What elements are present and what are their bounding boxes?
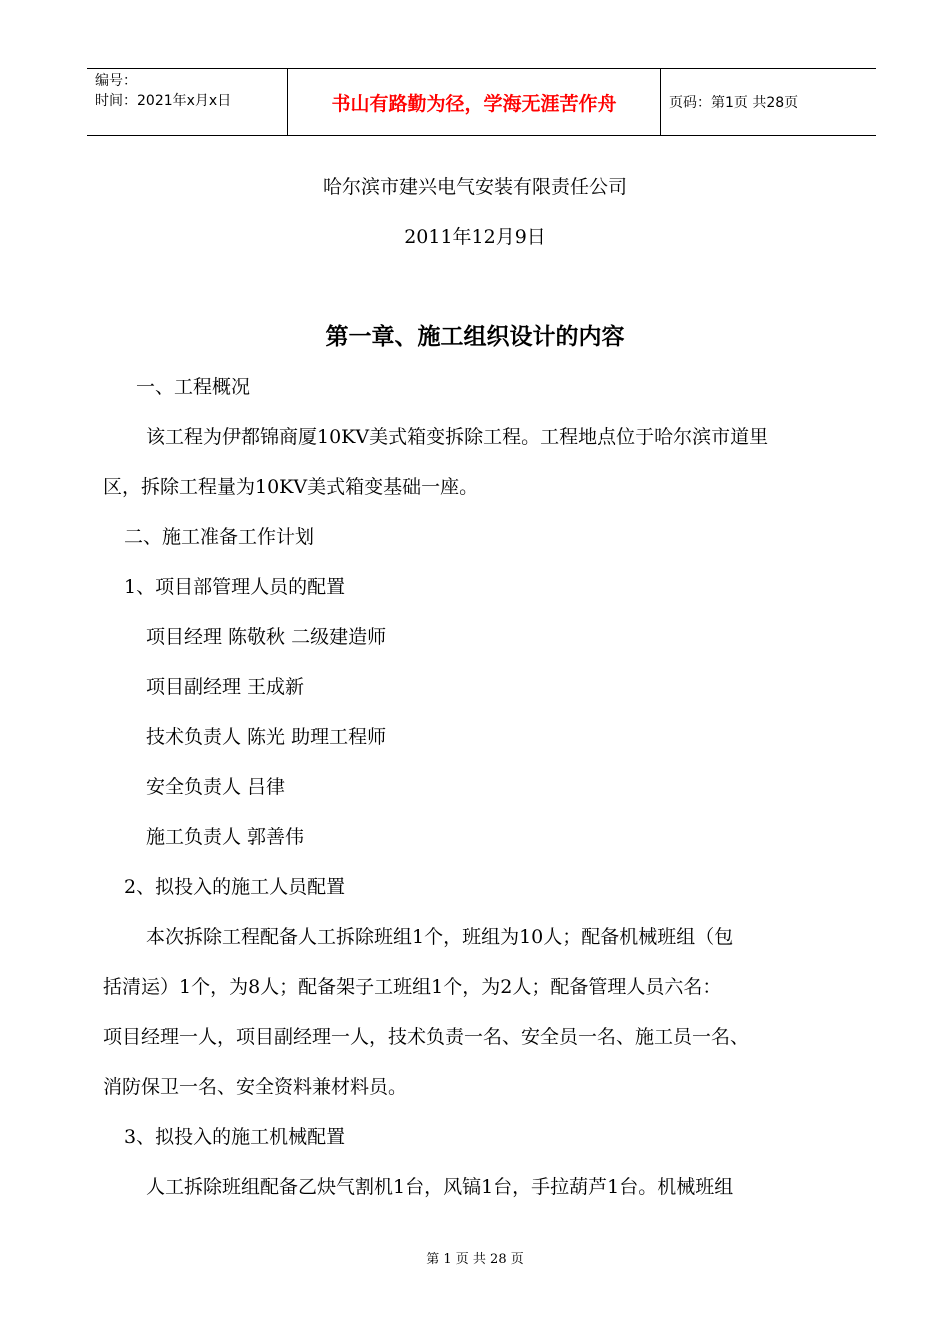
staff-item: 安全负责人 吕律 xyxy=(146,776,286,798)
section-1-paragraph-line-1: 该工程为伊都锦商厦10KV美式箱变拆除工程。工程地点位于哈尔滨市道里 xyxy=(146,426,769,448)
page-header xyxy=(87,68,876,136)
subsection-3-heading: 3、拟投入的施工机械配置 xyxy=(124,1126,346,1148)
subsection-3-line: 人工拆除班组配备乙炔气割机1台，风镐1台，手拉葫芦1台。机械班组 xyxy=(146,1176,734,1198)
chapter-title: 第一章、施工组织设计的内容 xyxy=(325,323,625,350)
section-2-heading: 二、施工准备工作计划 xyxy=(124,526,315,548)
subsection-1-heading: 1、项目部管理人员的配置 xyxy=(124,576,346,598)
staff-item: 施工负责人 郭善伟 xyxy=(146,826,305,848)
staff-item: 项目副经理 王成新 xyxy=(146,676,305,698)
subsection-2-line: 项目经理一人，项目副经理一人，技术负责一名、安全员一名、施工员一名、 xyxy=(103,1026,750,1048)
staff-item: 项目经理 陈敬秋 二级建造师 xyxy=(146,626,387,648)
time-label: 时间：2021年x月x日 xyxy=(95,93,232,109)
code-label: 编号： xyxy=(95,73,137,89)
header-page-info: 页码：第1页 共28页 xyxy=(669,95,799,111)
subsection-2-line: 括清运）1个，为8人；配备架子工班组1个，为2人；配备管理人员六名： xyxy=(103,976,722,998)
page-footer: 第 1 页 共 28 页 xyxy=(426,1252,524,1267)
header-motto: 书山有路勤为径，学海无涯苦作舟 xyxy=(287,69,661,135)
subsection-2-line: 消防保卫一名、安全资料兼材料员。 xyxy=(103,1076,408,1098)
company-name: 哈尔滨市建兴电气安装有限责任公司 xyxy=(322,176,627,198)
section-1-paragraph-line-2: 区，拆除工程量为10KV美式箱变基础一座。 xyxy=(103,476,479,498)
section-1-heading: 一、工程概况 xyxy=(136,376,251,398)
document-date: 2011年12月9日 xyxy=(404,226,546,248)
subsection-2-line: 本次拆除工程配备人工拆除班组1个，班组为10人；配备机械班组（包 xyxy=(146,926,734,948)
header-meta xyxy=(87,69,287,135)
subsection-2-heading: 2、拟投入的施工人员配置 xyxy=(124,876,346,898)
staff-item: 技术负责人 陈光 助理工程师 xyxy=(146,726,387,748)
